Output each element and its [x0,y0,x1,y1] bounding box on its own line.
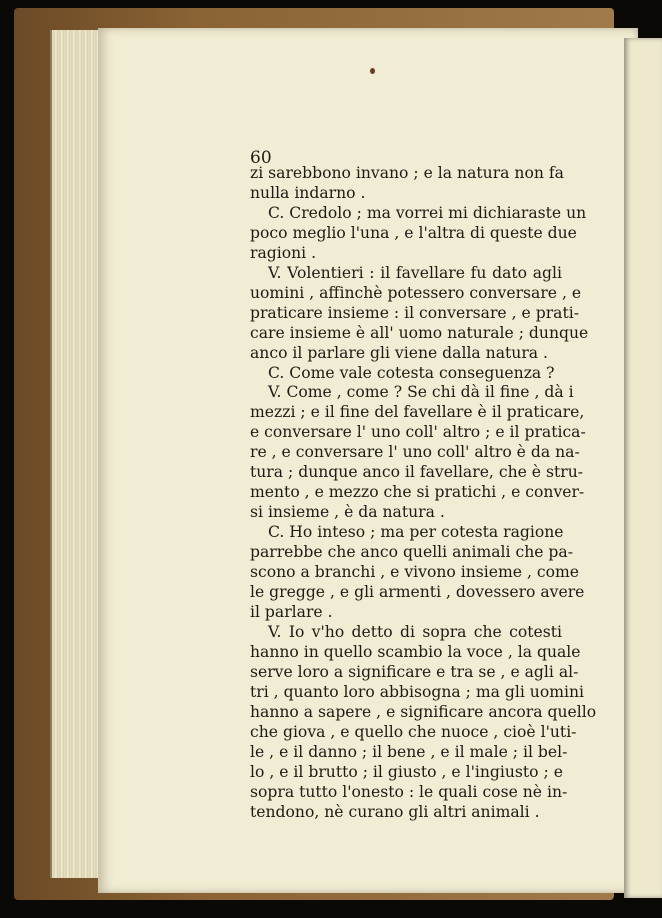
text-line: le , e il danno ; il bene , e il male ; il bel- [250,742,568,761]
text-line: mento , e mezzo che si pratichi , e conver- [250,483,585,502]
text-line: V. Come , come ? Se chi dà il fine , dà i [268,383,574,402]
text-line: C. Come vale cotesta conseguenza ? [268,363,555,382]
text-line: che giova , e quello che nuoce , cioè l'uti- [250,722,577,741]
text-line: parrebbe che anco quelli animali che pa- [250,543,573,562]
text-line: praticare insieme : il conversare , e prati- [250,303,579,322]
text-line: care insieme è all' uomo naturale ; dunque [250,323,589,342]
text-line: si insieme , è da natura . [250,503,445,522]
text-line: tendono, nè curano gli altri animali . [250,802,540,821]
text-line: scono a branchi , e vivono insieme , come [250,563,580,582]
text-line: e conversare l' uno coll' altro ; e il pratica- [250,423,586,442]
text-line: serve loro a significare e tra se , e agli al- [250,662,579,681]
text-line: tri , quanto loro abbisogna ; ma gli uomini [250,682,585,701]
text-line: re , e conversare l' uno coll' altro è da na- [250,443,580,462]
text-line: V. Io v'ho detto di sopra che cotesti [268,622,562,641]
page-number: 60 [250,148,272,168]
text-line: ragioni . [250,243,317,262]
text-line: lo , e il brutto ; il giusto , e l'ingiusto ; e [250,762,563,781]
text-line: anco il parlare gli viene dalla natura . [250,343,548,362]
text-line: poco meglio l'una , e l'altra di queste due [250,223,577,242]
text-line: C. Credolo ; ma vorrei mi dichiaraste un [268,203,587,222]
text-line: sopra tutto l'onesto : le quali cose nè in- [250,782,568,801]
text-block [250,164,597,822]
text-line: C. Ho inteso ; ma per cotesta ragione [268,523,564,542]
text-line: il parlare . [250,602,333,621]
next-page-edge [624,38,662,898]
text-line: V. Volentieri : il favellare fu dato agli [268,263,562,282]
text-line: hanno a sapere , e significare ancora quello [250,702,597,721]
text-line: tura ; dunque anco il favellare, che è stru- [250,463,584,482]
text-line: nulla indarno . [250,183,366,202]
text-line: zi sarebbono invano ; e la natura non fa [250,164,564,182]
text-line: le gregge , e gli armenti , dovessero avere [250,583,585,602]
text-line: mezzi ; e il fine del favellare è il praticare, [250,403,585,422]
text-line: hanno in quello scambio la voce , la quale [250,642,581,661]
text-line: uomini , affinchè potessero conversare , e [250,283,582,302]
ink-spot [370,68,375,74]
